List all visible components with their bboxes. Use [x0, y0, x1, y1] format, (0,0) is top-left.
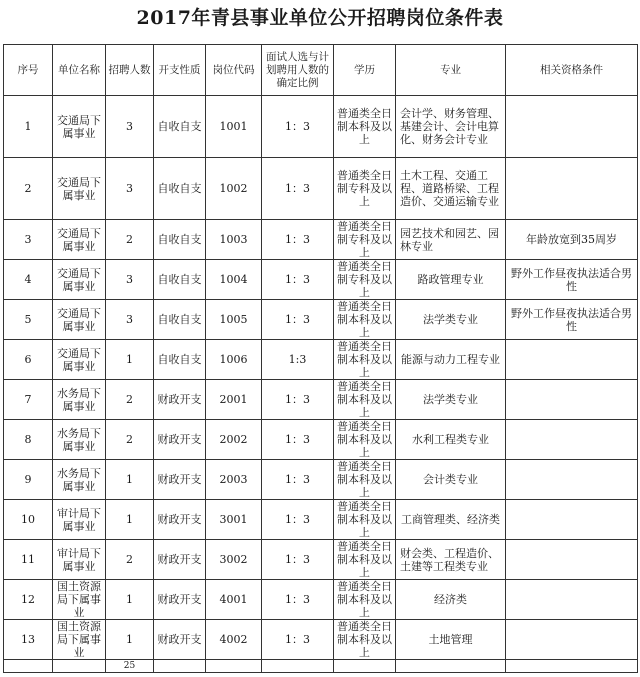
cell-count: 3	[106, 260, 154, 300]
cell-ratio: 1：3	[262, 420, 334, 460]
cell-unit: 交通局下属事业	[53, 158, 106, 220]
cell-education: 普通类全日制本科及以上	[334, 380, 396, 420]
cell-ratio: 1：3	[262, 460, 334, 500]
cell-ratio: 1：3	[262, 260, 334, 300]
cell-education: 普通类全日制本科及以上	[334, 300, 396, 340]
cell-ratio: 1：3	[262, 300, 334, 340]
cell-ratio: 1：3	[262, 620, 334, 660]
cell-ratio: 1：3	[262, 158, 334, 220]
total-count: 25	[106, 660, 154, 673]
cell-education: 普通类全日制本科及以上	[334, 96, 396, 158]
cell-empty	[262, 660, 334, 673]
cell-major: 法学类专业	[396, 300, 506, 340]
cell-no: 10	[4, 500, 53, 540]
cell-ratio: 1：3	[262, 580, 334, 620]
cell-no: 11	[4, 540, 53, 580]
cell-education: 普通类全日制专科及以上	[334, 158, 396, 220]
cell-code: 1001	[206, 96, 262, 158]
cell-ratio: 1:3	[262, 340, 334, 380]
cell-education: 普通类全日制本科及以上	[334, 620, 396, 660]
cell-empty	[154, 660, 206, 673]
cell-code: 3002	[206, 540, 262, 580]
table-row	[4, 96, 638, 158]
cell-code: 1004	[206, 260, 262, 300]
cell-code: 1005	[206, 300, 262, 340]
cell-unit: 审计局下属事业	[53, 540, 106, 580]
cell-funding: 自收自支	[154, 340, 206, 380]
cell-no: 1	[4, 96, 53, 158]
cell-code: 1002	[206, 158, 262, 220]
cell-funding: 财政开支	[154, 580, 206, 620]
cell-code: 3001	[206, 500, 262, 540]
cell-funding: 自收自支	[154, 220, 206, 260]
cell-no: 8	[4, 420, 53, 460]
total-row	[4, 660, 638, 673]
cell-funding: 财政开支	[154, 460, 206, 500]
cell-ratio: 1：3	[262, 540, 334, 580]
cell-ratio: 1：3	[262, 96, 334, 158]
cell-count: 2	[106, 420, 154, 460]
cell-ratio: 1：3	[262, 220, 334, 260]
cell-unit: 交通局下属事业	[53, 220, 106, 260]
cell-major: 土地管理	[396, 620, 506, 660]
cell-ratio: 1：3	[262, 380, 334, 420]
cell-conditions	[506, 500, 638, 540]
recruitment-table	[3, 44, 638, 673]
cell-education: 普通类全日制本科及以上	[334, 340, 396, 380]
cell-unit: 水务局下属事业	[53, 420, 106, 460]
cell-funding: 财政开支	[154, 420, 206, 460]
cell-major: 园艺技术和园艺、园林专业	[396, 220, 506, 260]
table-row	[4, 540, 638, 580]
cell-no: 9	[4, 460, 53, 500]
cell-count: 3	[106, 300, 154, 340]
table-row	[4, 500, 638, 540]
header-unit: 单位名称	[53, 45, 106, 96]
cell-unit: 交通局下属事业	[53, 300, 106, 340]
cell-conditions	[506, 340, 638, 380]
cell-count: 3	[106, 96, 154, 158]
cell-no: 13	[4, 620, 53, 660]
cell-education: 普通类全日制本科及以上	[334, 580, 396, 620]
cell-no: 12	[4, 580, 53, 620]
cell-funding: 财政开支	[154, 500, 206, 540]
cell-count: 2	[106, 540, 154, 580]
cell-no: 6	[4, 340, 53, 380]
cell-conditions	[506, 580, 638, 620]
cell-education: 普通类全日制本科及以上	[334, 540, 396, 580]
cell-funding: 自收自支	[154, 96, 206, 158]
table-row	[4, 300, 638, 340]
cell-unit: 国土资源局下属事业	[53, 620, 106, 660]
header-ratio: 面试人选与计划聘用人数的确定比例	[262, 45, 334, 96]
cell-education: 普通类全日制专科及以上	[334, 260, 396, 300]
cell-unit: 水务局下属事业	[53, 380, 106, 420]
cell-empty	[206, 660, 262, 673]
cell-conditions: 野外工作昼夜执法适合男性	[506, 300, 638, 340]
cell-conditions	[506, 620, 638, 660]
cell-funding: 财政开支	[154, 540, 206, 580]
cell-empty	[396, 660, 506, 673]
cell-count: 1	[106, 580, 154, 620]
cell-education: 普通类全日制本科及以上	[334, 420, 396, 460]
cell-code: 4002	[206, 620, 262, 660]
cell-conditions	[506, 96, 638, 158]
cell-no: 5	[4, 300, 53, 340]
cell-funding: 自收自支	[154, 260, 206, 300]
cell-no: 2	[4, 158, 53, 220]
cell-code: 2003	[206, 460, 262, 500]
table-row	[4, 158, 638, 220]
cell-conditions: 年龄放宽到35周岁	[506, 220, 638, 260]
header-code: 岗位代码	[206, 45, 262, 96]
cell-major: 路政管理专业	[396, 260, 506, 300]
table-row	[4, 340, 638, 380]
table-header-row	[4, 45, 638, 96]
cell-empty	[53, 660, 106, 673]
header-funding: 开支性质	[154, 45, 206, 96]
cell-major: 能源与动力工程专业	[396, 340, 506, 380]
cell-empty	[4, 660, 53, 673]
cell-no: 4	[4, 260, 53, 300]
cell-ratio: 1：3	[262, 500, 334, 540]
cell-education: 普通类全日制专科及以上	[334, 220, 396, 260]
cell-major: 会计学、财务管理、基建会计、会计电算化、财务会计专业	[396, 96, 506, 158]
header-conditions: 相关资格条件	[506, 45, 638, 96]
table-row	[4, 420, 638, 460]
cell-major: 法学类专业	[396, 380, 506, 420]
cell-conditions	[506, 460, 638, 500]
cell-major: 会计类专业	[396, 460, 506, 500]
cell-conditions	[506, 420, 638, 460]
cell-funding: 财政开支	[154, 380, 206, 420]
cell-funding: 财政开支	[154, 620, 206, 660]
table-row	[4, 620, 638, 660]
cell-count: 1	[106, 460, 154, 500]
header-count: 招聘人数	[106, 45, 154, 96]
cell-unit: 交通局下属事业	[53, 340, 106, 380]
cell-conditions: 野外工作昼夜执法适合男性	[506, 260, 638, 300]
cell-education: 普通类全日制本科及以上	[334, 460, 396, 500]
table-row	[4, 380, 638, 420]
document-title: 2017年青县事业单位公开招聘岗位条件表	[136, 7, 504, 29]
cell-unit: 国土资源局下属事业	[53, 580, 106, 620]
cell-funding: 自收自支	[154, 300, 206, 340]
cell-major: 工商管理类、经济类	[396, 500, 506, 540]
table-row	[4, 260, 638, 300]
cell-no: 3	[4, 220, 53, 260]
cell-major: 水利工程类专业	[396, 420, 506, 460]
cell-major: 财会类、工程造价、土建等工程类专业	[396, 540, 506, 580]
cell-code: 2002	[206, 420, 262, 460]
cell-major: 土木工程、交通工程、道路桥梁、工程造价、交通运输专业	[396, 158, 506, 220]
cell-code: 1003	[206, 220, 262, 260]
cell-unit: 交通局下属事业	[53, 260, 106, 300]
cell-conditions	[506, 540, 638, 580]
cell-count: 1	[106, 620, 154, 660]
cell-code: 1006	[206, 340, 262, 380]
cell-major: 经济类	[396, 580, 506, 620]
header-major: 专业	[396, 45, 506, 96]
header-no: 序号	[4, 45, 53, 96]
cell-count: 1	[106, 500, 154, 540]
table-row	[4, 580, 638, 620]
cell-no: 7	[4, 380, 53, 420]
cell-unit: 水务局下属事业	[53, 460, 106, 500]
cell-conditions	[506, 158, 638, 220]
cell-empty	[334, 660, 396, 673]
cell-count: 2	[106, 380, 154, 420]
cell-code: 2001	[206, 380, 262, 420]
cell-count: 2	[106, 220, 154, 260]
cell-conditions	[506, 380, 638, 420]
header-education: 学历	[334, 45, 396, 96]
cell-empty	[506, 660, 638, 673]
cell-unit: 审计局下属事业	[53, 500, 106, 540]
cell-count: 3	[106, 158, 154, 220]
table-row	[4, 460, 638, 500]
table-row	[4, 220, 638, 260]
cell-education: 普通类全日制本科及以上	[334, 500, 396, 540]
cell-code: 4001	[206, 580, 262, 620]
cell-funding: 自收自支	[154, 158, 206, 220]
cell-unit: 交通局下属事业	[53, 96, 106, 158]
cell-count: 1	[106, 340, 154, 380]
